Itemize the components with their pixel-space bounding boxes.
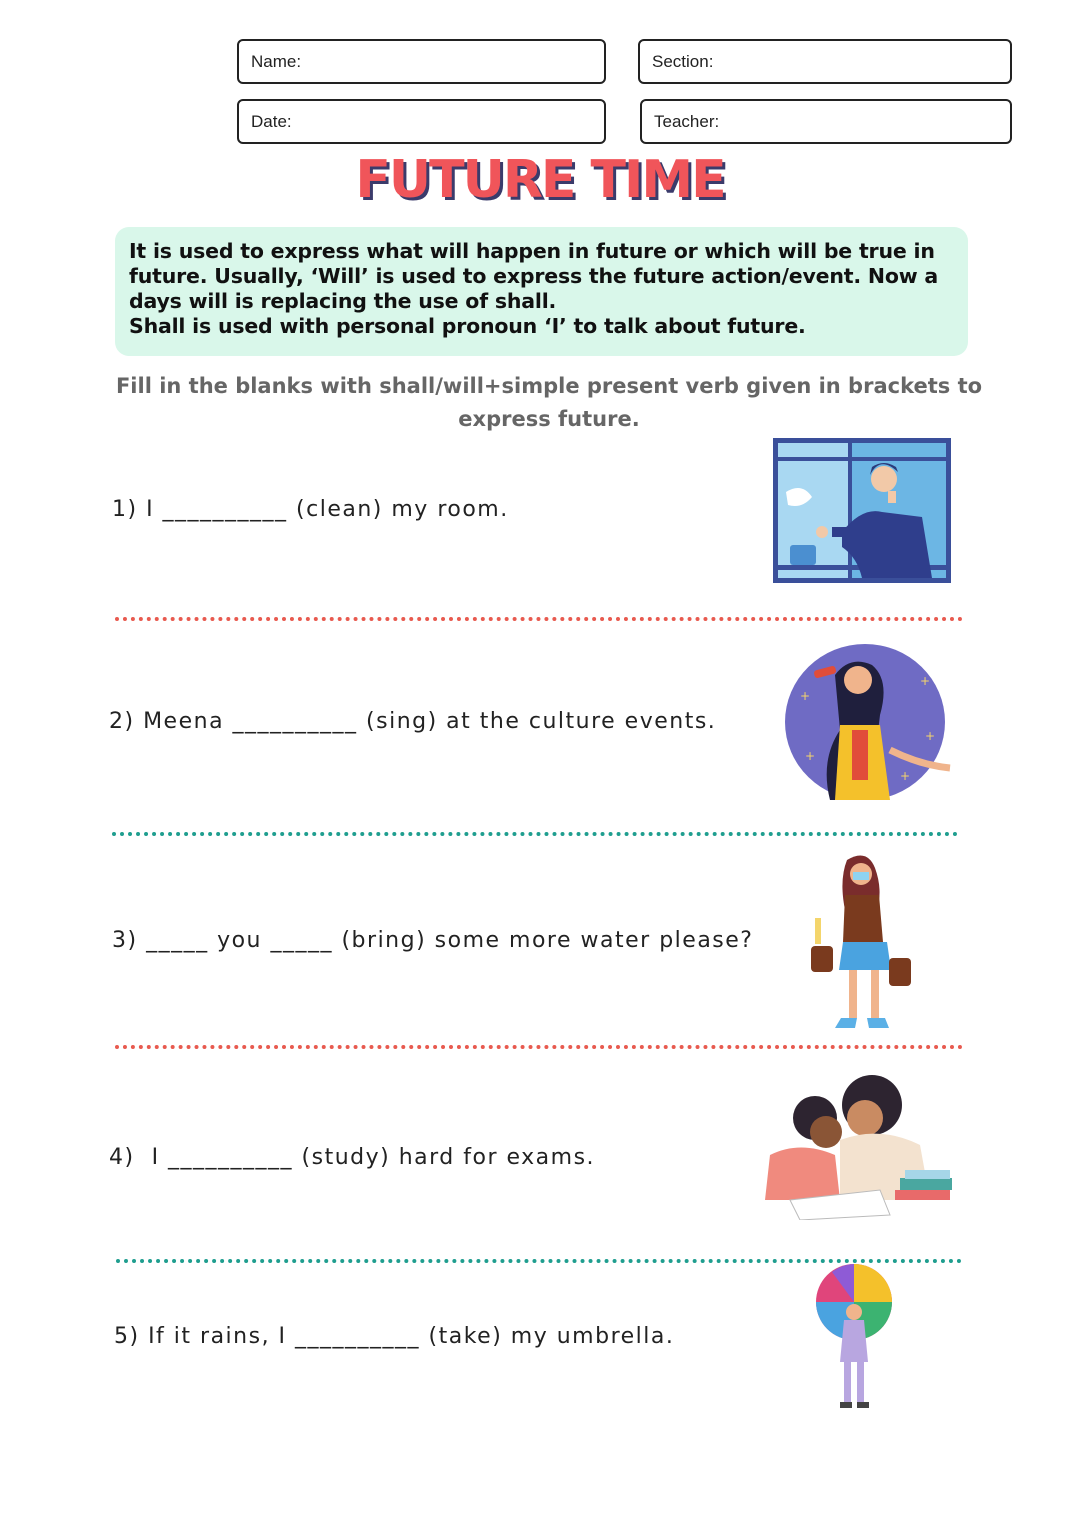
svg-text:+: + <box>925 729 936 743</box>
page-title: FUTURE TIME <box>355 150 725 210</box>
section-field[interactable] <box>638 39 1012 84</box>
svg-text:+: + <box>900 769 911 783</box>
question-4: 4) I __________ (study) hard for exams. <box>109 1145 596 1170</box>
svg-text:+: + <box>805 749 816 763</box>
umbrella-woman-illustration <box>812 1262 894 1414</box>
shopping-woman-illustration <box>805 850 915 1032</box>
info-box <box>115 227 968 356</box>
section-label: Section: <box>652 52 714 71</box>
svg-text:+: + <box>800 689 811 703</box>
window-cleaning-illustration <box>772 437 952 584</box>
svg-text:+: + <box>920 674 931 688</box>
divider-2 <box>112 832 958 836</box>
divider-1 <box>115 617 963 621</box>
name-label: Name: <box>251 52 302 71</box>
date-field[interactable] <box>237 99 606 144</box>
info-text-2: Shall is used with personal pronoun ‘I’ to talk about future. <box>129 314 806 338</box>
question-5: 5) If it rains, I __________ (take) my umbrella. <box>114 1324 675 1349</box>
question-1: 1) I __________ (clean) my room. <box>112 497 509 522</box>
studying-children-illustration <box>760 1070 960 1220</box>
singing-woman-illustration <box>780 640 958 805</box>
date-label: Date: <box>251 112 292 131</box>
question-3: 3) _____ you _____ (bring) some more water please? <box>112 928 754 953</box>
instruction-text: Fill in the blanks with shall/will+simple present verb given in brackets to express future. <box>115 374 983 431</box>
teacher-field[interactable] <box>640 99 1012 144</box>
question-2: 2) Meena __________ (sing) at the culture events. <box>109 709 717 734</box>
divider-3 <box>115 1045 963 1049</box>
info-text-1: It is used to express what will happen in future or which will be true in future. Usually, ‘Will’ is used to express the future action/event. Now a days will is replacing the use of shall. <box>129 239 939 313</box>
teacher-label: Teacher: <box>654 112 720 131</box>
name-field[interactable] <box>237 39 606 84</box>
